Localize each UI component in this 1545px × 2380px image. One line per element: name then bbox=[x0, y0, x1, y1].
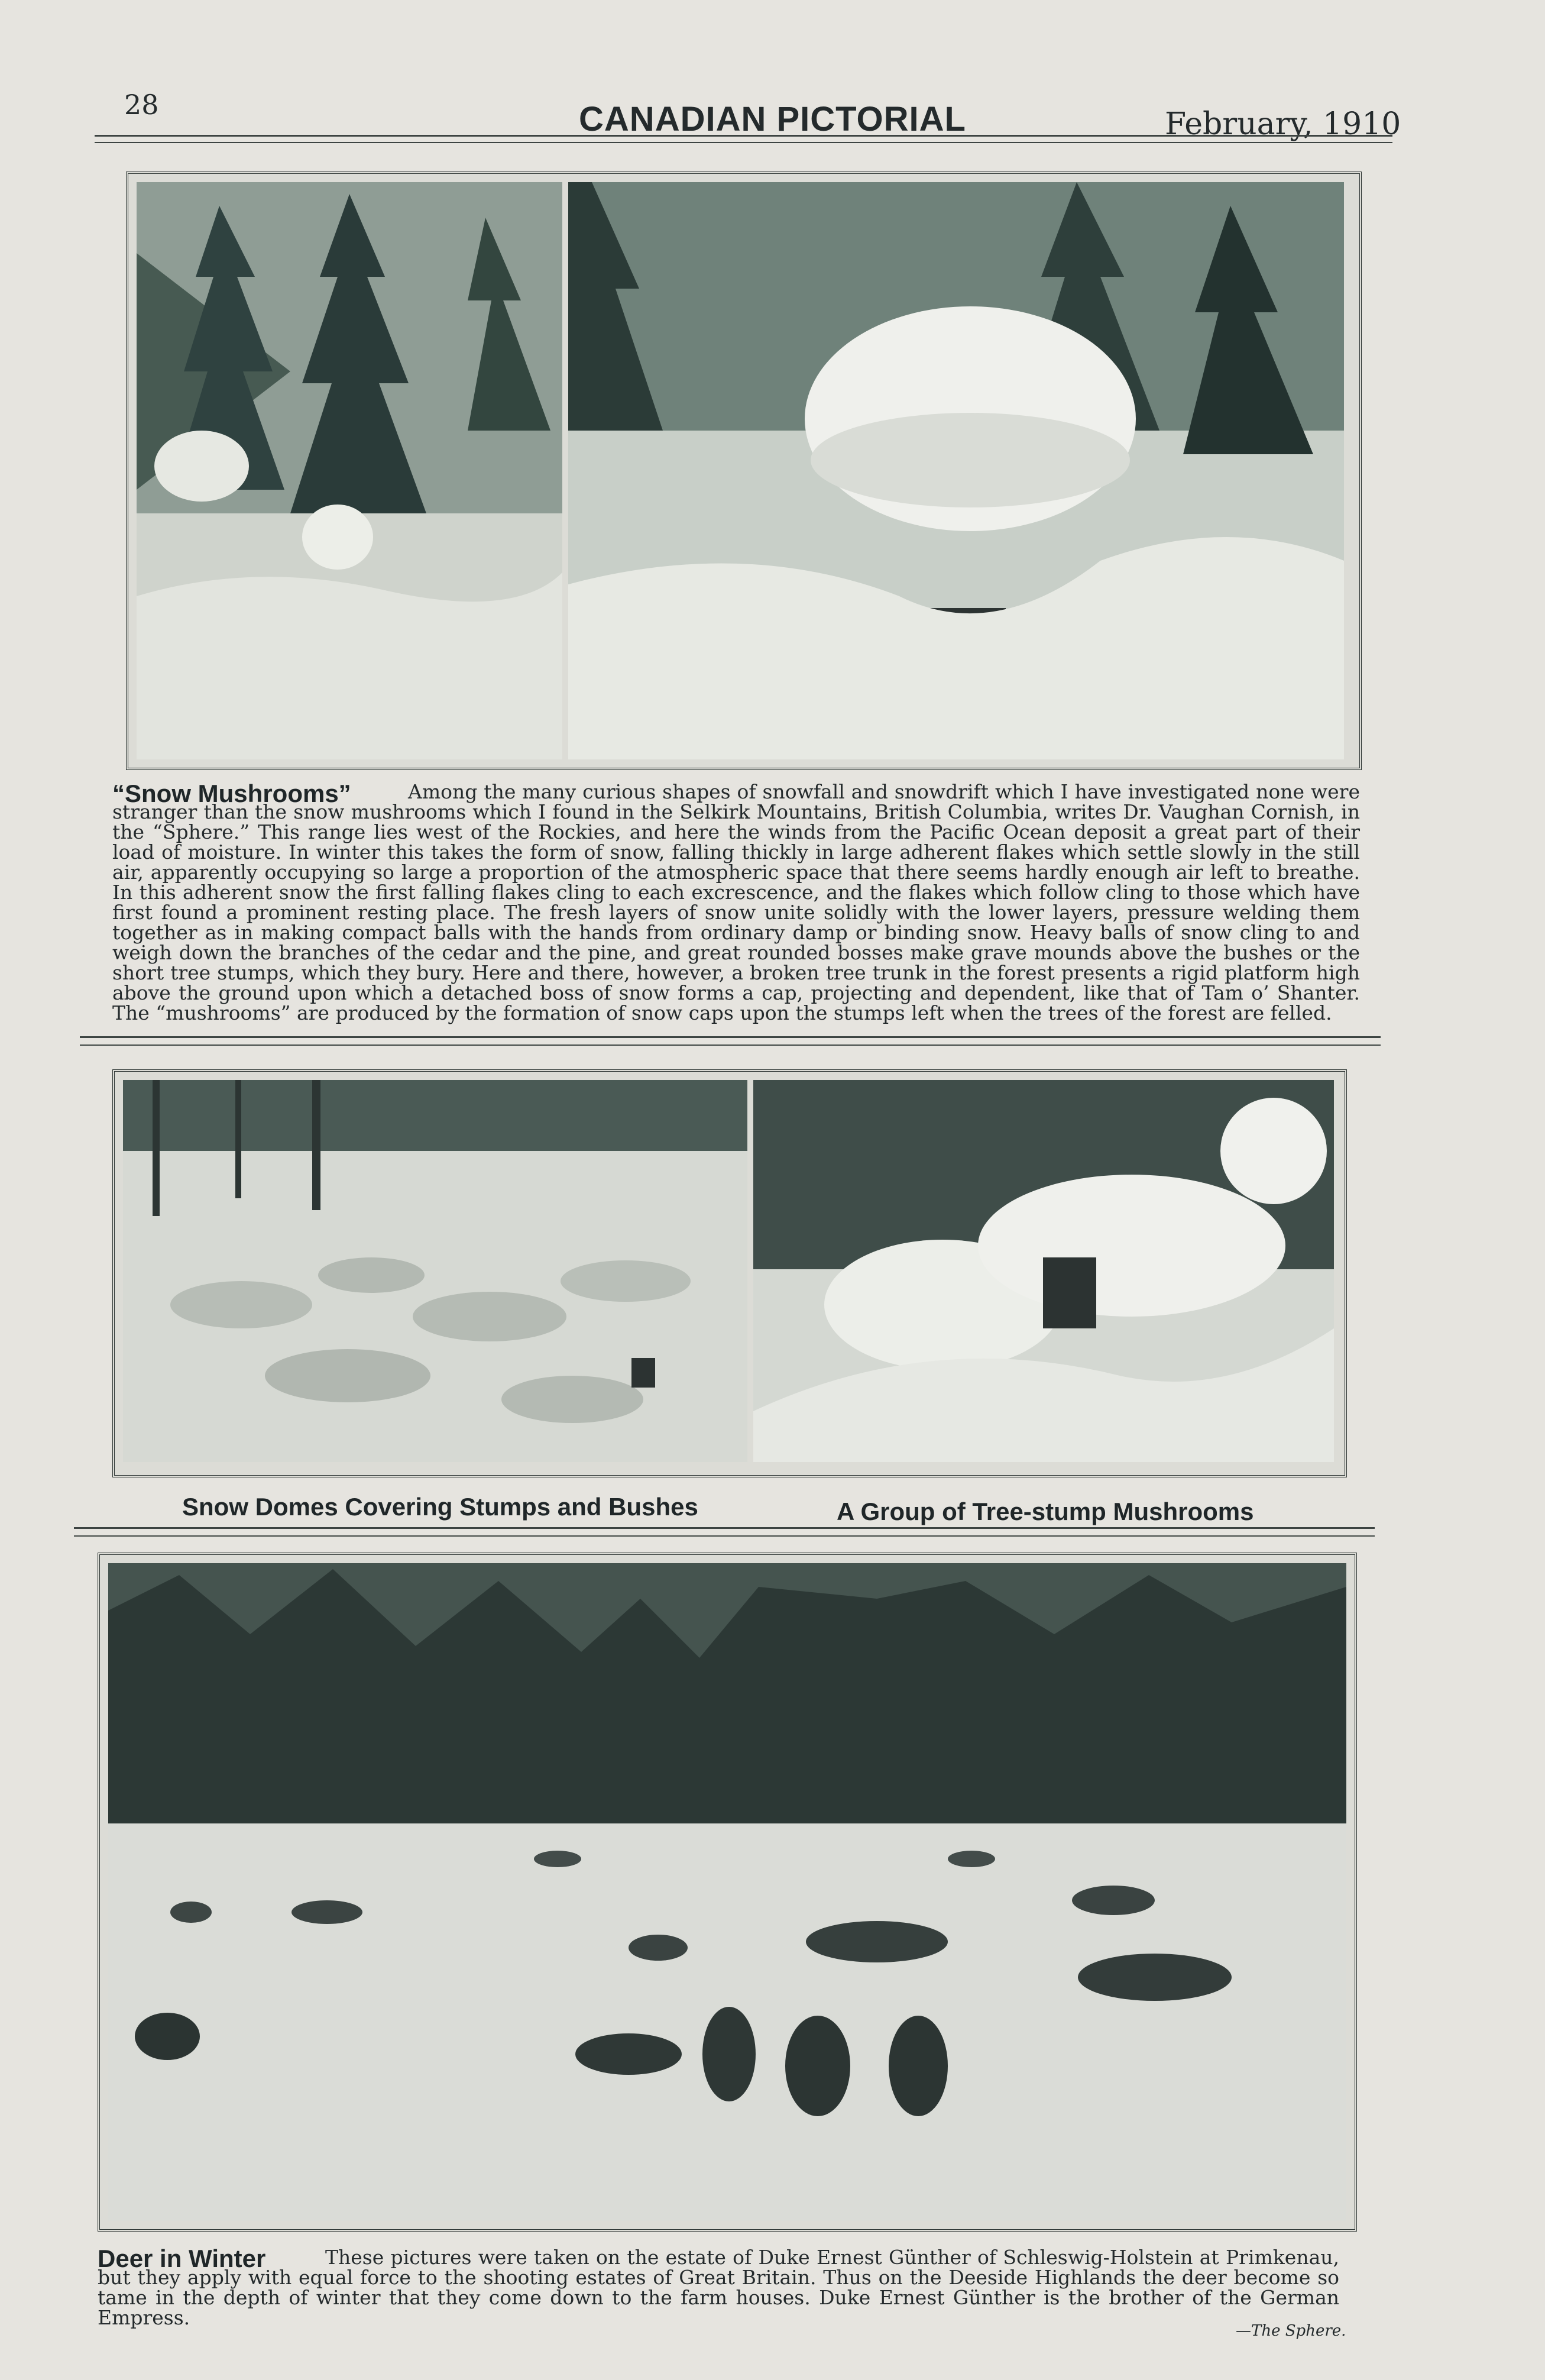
snow-mushrooms-photo-frame bbox=[126, 172, 1362, 770]
snow-mushrooms-caption-text: Among the many curious shapes of snowfall and snowdrift which I have investigated none were stranger than the snow mushrooms which I found in the Selkirk Mountains, British Columbia, writes Dr. Vaughan Cornish, in the “Sphere.” This range lies west of the Rockies, and here the winds from the Pacific Ocean deposit a great part of their load of moisture. In winter this takes the form of snow, falling thickly in large adherent flakes which settle slowly in the still air, apparently occupying so large a proportion of the atmospheric space that there seems hardly enough air left to breathe. In this adherent snow the first falling flakes cling to each excrescence, and the flakes which follow cling to those which have first found a prominent resting place. The fresh layers of snow unite solidly with the lower layers, pressure welding them together as in making compact balls with the hands from ordinary damp or binding snow. Heavy balls of snow cling to and weigh down the branches of the cedar and the pine, and great rounded bosses make grave mounds above the bushes or the short tree stumps, which they bury. Here and there, however, a broken tree trunk in the forest presents a rigid platform high above the ground upon which a detached boss of snow forms a cap, projecting and dependent, like that of Tam o’ Shanter. The “mushrooms” are produced by the formation of snow caps upon the stumps left when the trees of the forest are felled. bbox=[112, 780, 1360, 1024]
two-photos-frame bbox=[112, 1069, 1347, 1477]
large-snow-mushroom-photo bbox=[568, 182, 1344, 759]
deer-caption-title: Deer in Winter bbox=[98, 2245, 266, 2272]
section-rule-1-secondary bbox=[80, 1045, 1381, 1046]
snow-mushrooms-caption-title: “Snow Mushrooms” bbox=[112, 780, 351, 807]
page-number: 28 bbox=[124, 89, 159, 121]
deer-photo-frame bbox=[98, 1553, 1357, 2232]
issue-date: February, 1910 bbox=[1165, 106, 1401, 142]
deer-caption-text: These pictures were taken on the estate of Duke Ernest Günther of Schleswig-Holstein at Primkenau, but they apply with equal force to the shooting estates of Great Britain. Thus on the Deeside Highlands the deer become so tame in the depth of winter that they come down to the farm houses. Duke Ernest Günther is the brother of the German Empress. bbox=[98, 2246, 1339, 2329]
header-rule-secondary bbox=[95, 142, 1392, 143]
snowy-forest-photo bbox=[137, 182, 562, 759]
tree-stump-mushrooms-caption: A Group of Tree-stump Mushrooms bbox=[837, 1498, 1254, 1525]
header-rule bbox=[95, 135, 1392, 137]
snow-domes-photo bbox=[123, 1080, 747, 1462]
deer-in-winter-photo bbox=[108, 1563, 1346, 2221]
section-rule-1 bbox=[80, 1036, 1381, 1038]
section-rule-2-secondary bbox=[74, 1535, 1375, 1537]
tree-stump-mushrooms-photo bbox=[753, 1080, 1334, 1462]
deer-caption-credit: —The Sphere. bbox=[1236, 2322, 1346, 2340]
magazine-title: CANADIAN PICTORIAL bbox=[579, 100, 966, 138]
snow-domes-caption: Snow Domes Covering Stumps and Bushes bbox=[182, 1493, 698, 1521]
section-rule-2 bbox=[74, 1527, 1375, 1529]
